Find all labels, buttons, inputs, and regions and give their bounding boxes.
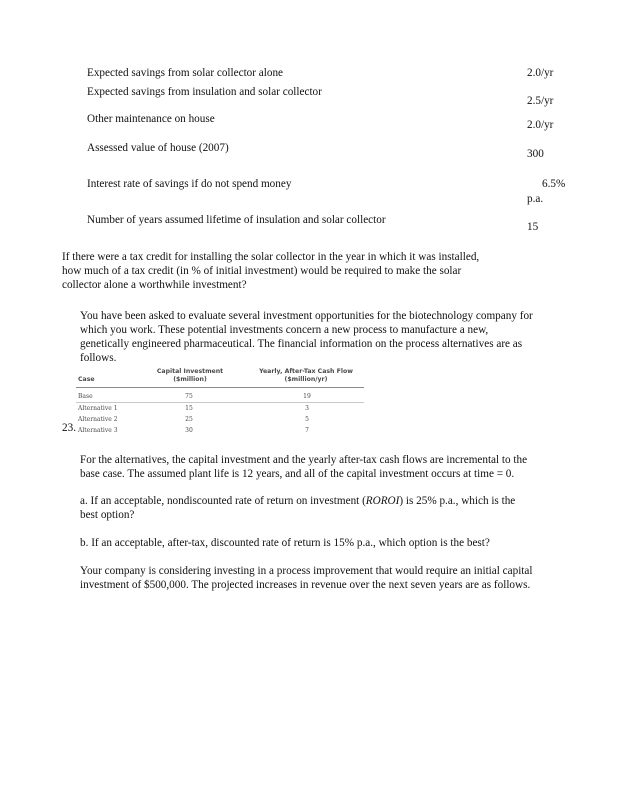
assumption-label: Interest rate of savings if do not spend money <box>87 178 292 190</box>
row-cashflow: 19 <box>303 393 311 400</box>
question-line: If there were a tax credit for installing the solar collector in the year in which it was installed, <box>62 251 480 263</box>
row-case: Alternative 1 <box>78 405 118 412</box>
intro-line: follows. <box>80 352 117 364</box>
assumption-value: 2.5/yr <box>527 95 554 107</box>
question-line: how much of a tax credit (in % of initial investment) would be required to make the solar <box>62 265 462 277</box>
header-case: Case <box>78 376 95 383</box>
next-problem-line: investment of $500,000. The projected increases in revenue over the next seven years are as follows. <box>80 579 531 591</box>
row-capital: 25 <box>185 416 193 423</box>
row-case: Base <box>78 393 93 400</box>
row-capital: 30 <box>185 427 193 434</box>
question-line: collector alone a worthwhile investment? <box>62 279 247 291</box>
row-capital: 75 <box>185 393 193 400</box>
alternatives-table <box>76 366 364 438</box>
assumption-value: 2.0/yr <box>527 119 554 131</box>
assumption-value: 6.5% <box>542 178 566 190</box>
table-rule <box>76 402 364 403</box>
assumption-value-unit: p.a. <box>527 193 544 205</box>
header-cashflow-2: ($million/yr) <box>284 376 328 383</box>
after-table-line: For the alternatives, the capital investment and the yearly after-tax cash flows are incremental to the <box>80 454 528 466</box>
assumption-label: Number of years assumed lifetime of insulation and solar collector <box>87 214 386 226</box>
row-cashflow: 5 <box>305 416 309 423</box>
assumption-label: Other maintenance on house <box>87 113 215 125</box>
assumption-label: Expected savings from solar collector alone <box>87 67 284 79</box>
assumption-value: 15 <box>527 221 539 233</box>
problem-number: 23. <box>62 422 76 434</box>
intro-line: You have been asked to evaluate several investment opportunities for the biotechnology company for <box>80 310 533 322</box>
roroi-term: ROROI <box>365 495 400 507</box>
assumption-value: 300 <box>527 148 544 160</box>
part-a-line1 <box>80 494 515 508</box>
assumption-label: Expected savings from insulation and solar collector <box>87 86 322 98</box>
part-a-text: ) is 25% p.a., which is the <box>399 495 516 507</box>
header-capital-1: Capital Investment <box>156 368 224 375</box>
after-table-line: base case. The assumed plant life is 12 years, and all of the capital investment occurs at time = 0. <box>80 468 515 480</box>
row-case: Alternative 3 <box>78 427 118 434</box>
table-rule <box>76 387 364 388</box>
next-problem-line: Your company is considering investing in a process improvement that would require an initial capital <box>80 565 533 577</box>
row-case: Alternative 2 <box>78 416 118 423</box>
part-b: b. If an acceptable, after-tax, discounted rate of return is 15% p.a., which option is the best? <box>80 537 490 549</box>
row-cashflow: 3 <box>305 405 309 412</box>
header-capital-2: ($million) <box>173 376 207 383</box>
row-cashflow: 7 <box>305 427 309 434</box>
part-a-line2: best option? <box>80 509 135 521</box>
row-capital: 15 <box>185 405 193 412</box>
assumption-value: 2.0/yr <box>527 67 554 79</box>
assumption-label: Assessed value of house (2007) <box>87 142 229 154</box>
intro-line: which you work. These potential investments concern a new process to manufacture a new, <box>80 324 489 336</box>
part-a-text: a. If an acceptable, nondiscounted rate of return on investment ( <box>80 495 366 507</box>
intro-line: genetically engineered pharmaceutical. The financial information on the process alternatives are as <box>80 338 523 350</box>
header-cashflow-1: Yearly, After-Tax Cash Flow <box>259 368 353 375</box>
